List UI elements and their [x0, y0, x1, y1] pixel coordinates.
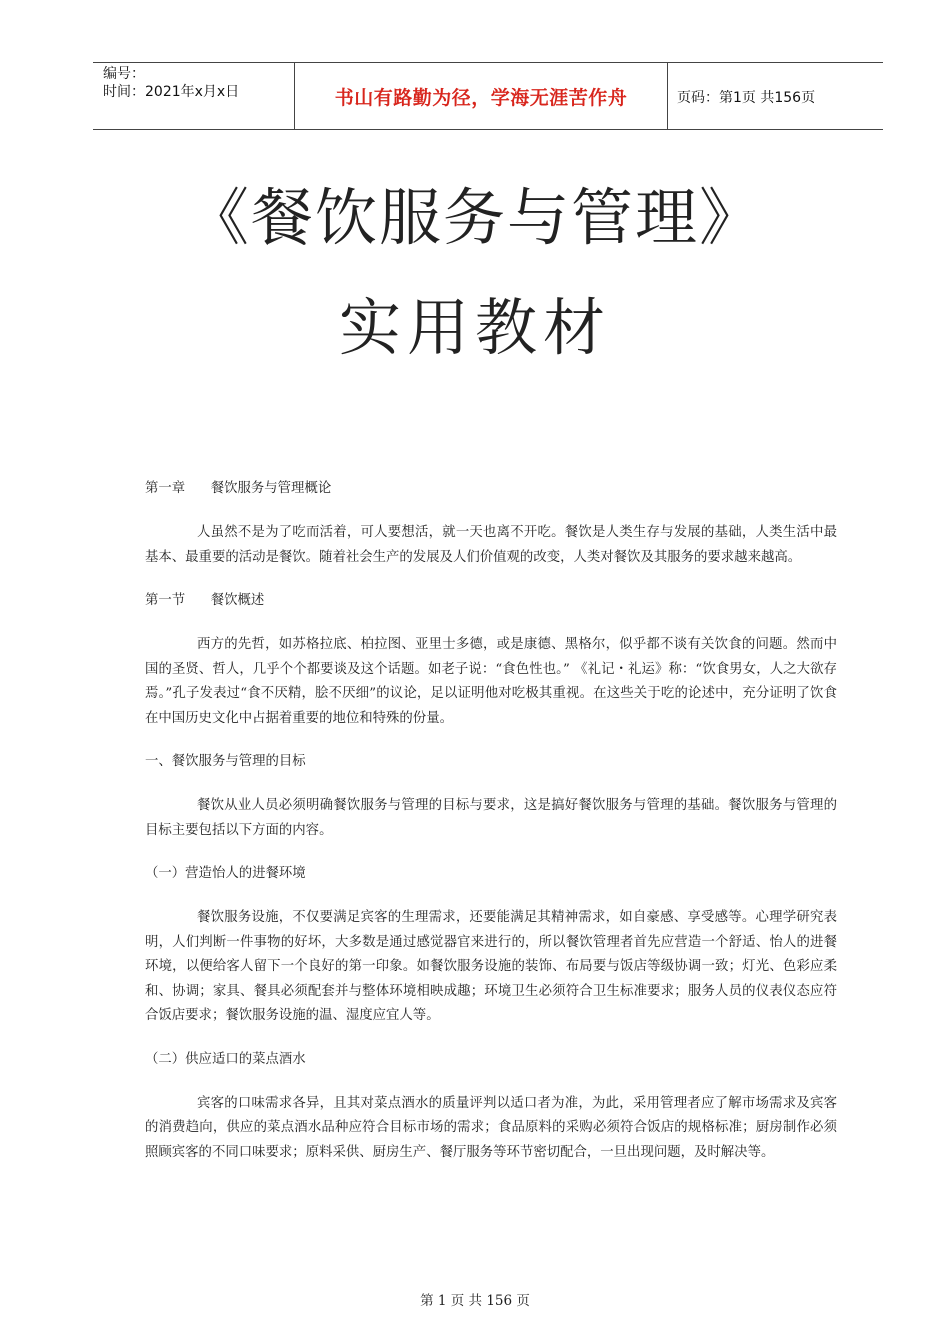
header-meta	[103, 65, 293, 101]
section-heading: 第一节 餐饮概述	[145, 593, 265, 608]
header-motto: 书山有路勤为径，学海无涯苦作舟	[334, 87, 628, 109]
header-divider	[667, 63, 668, 129]
subsection-paragraph-1: 餐饮服务设施，不仅要满足宾客的生理需求，还要能满足其精神需求，如自豪感、享受感等。心理学研究表明，人们判断一件事物的好坏，大多数是通过感觉器官来进行的，所以餐饮管理者首先应营造一个舒适、怡人的进餐环境，以便给客人留下一个良好的第一印象。如餐饮服务设施的装饰、布局要与饭店等级协调一致；灯光、色彩应柔和、协调；家具、餐具必须配套并与整体环境相映成趣；环境卫生必须符合卫生标准要求；服务人员的仪表仪态应符合饭店要求；餐饮服务设施的温、湿度应宜人等。	[145, 910, 837, 1023]
chapter-heading: 第一章 餐饮服务与管理概论	[145, 481, 332, 496]
goal-paragraph: 餐饮从业人员必须明确餐饮服务与管理的目标与要求，这是搞好餐饮服务与管理的基础。餐饮服务与管理的目标主要包括以下方面的内容。	[145, 798, 837, 838]
number-label: 编号：	[103, 66, 145, 82]
document-subtitle: 实用教材	[338, 291, 611, 364]
subsection-heading-1: （一）营造怡人的进餐环境	[145, 866, 306, 881]
document-body	[145, 478, 837, 1185]
document-title: 《餐饮服务与管理》	[186, 181, 763, 254]
header-page-info: 页码：第1页 共156页	[677, 90, 816, 106]
subsection-paragraph-2: 宾客的口味需求各异，且其对菜点酒水的质量评判以适口者为准，为此，采用管理者应了解市场需求及宾客的消费趋向，供应的菜点酒水品种应符合目标市场的需求；食品原料的采购必须符合饭店的规格标准；厨房制作必须照顾宾客的不同口味要求；原料采供、厨房生产、餐厅服务等环节密切配合，一旦出现问题，及时解决等。	[145, 1095, 837, 1160]
subsection-heading-2: （二）供应适口的菜点酒水	[145, 1051, 306, 1067]
page-header	[93, 62, 883, 130]
goal-heading: 一、餐饮服务与管理的目标	[145, 754, 306, 769]
page-footer: 第 1 页 共 156 页	[420, 1293, 530, 1309]
intro-paragraph: 人虽然不是为了吃而活着，可人要想活，就一天也离不开吃。餐饮是人类生存与发展的基础，人类生活中最基本、最重要的活动是餐饮。随着社会生产的发展及人们价值观的改变，人类对餐饮及其服务的要求越来越高。	[145, 525, 837, 565]
section-paragraph: 西方的先哲，如苏格拉底、柏拉图、亚里士多德，或是康德、黑格尔，似乎都不谈有关饮食的问题。然而中国的圣贤、哲人，几乎个个都要谈及这个话题。如老子说：“食色性也。” 《礼记・礼运》称：“饮食男女，人之大欲存焉。”孔子发表过“食不厌精，脍不厌细”的议论，足以证明他对吃极其重视。在这些关于吃的论述中，充分证明了饮食在中国历史文化中占据着重要的地位和特殊的份量。	[145, 637, 837, 726]
time-label: 时间：2021年x月x日	[103, 84, 240, 100]
